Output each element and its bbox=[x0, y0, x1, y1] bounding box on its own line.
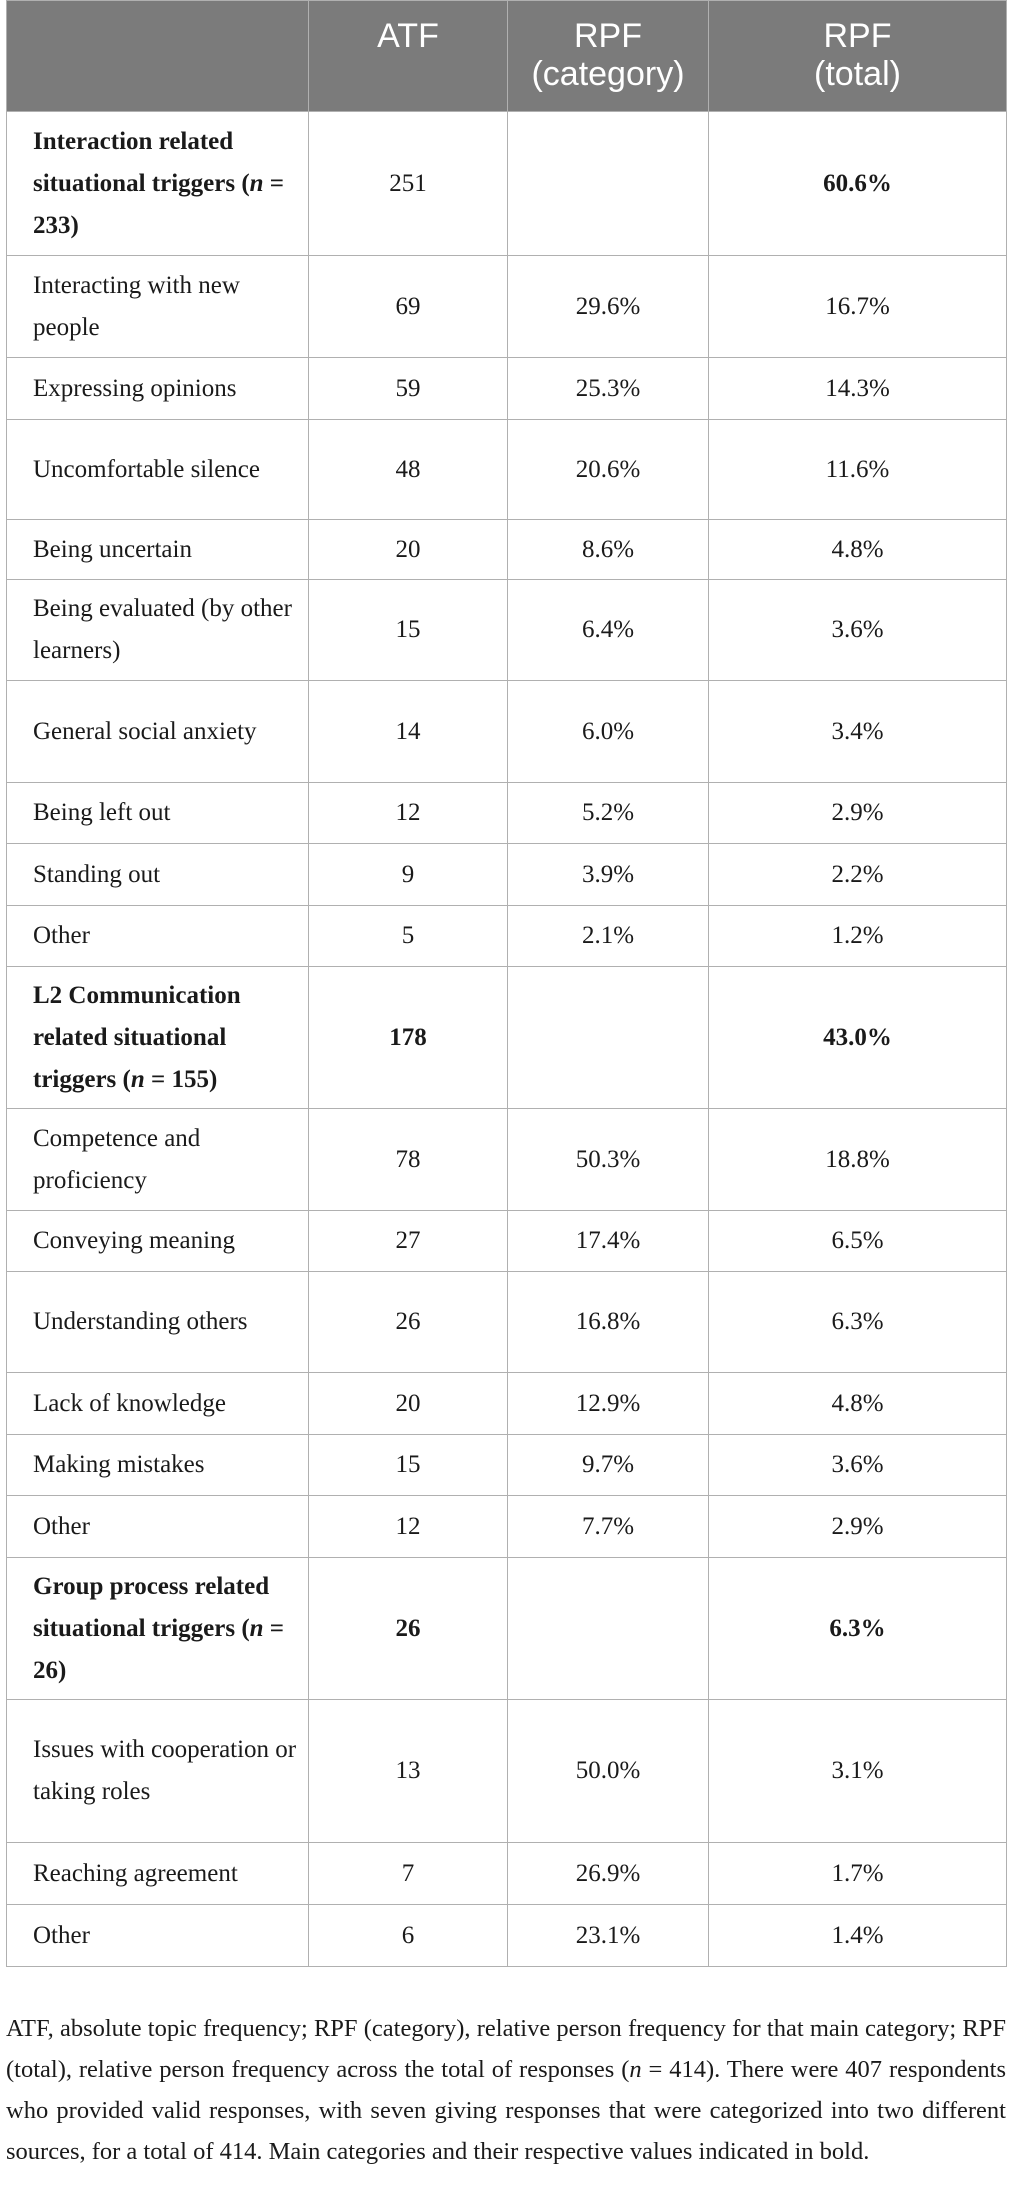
rpf-category-cell: 26.9% bbox=[508, 1843, 709, 1905]
rpf-total-cell: 14.3% bbox=[709, 358, 1007, 420]
row-label: Conveying meaning bbox=[7, 1211, 309, 1272]
rpf-total-cell: 1.2% bbox=[709, 906, 1007, 967]
header-rpf-category: RPF (category) bbox=[508, 1, 709, 112]
table-row bbox=[7, 358, 1007, 420]
rpf-category-cell: 23.1% bbox=[508, 1905, 709, 1967]
category-label-n: n bbox=[249, 1614, 264, 1642]
rpf-total-cell: 6.3% bbox=[709, 1558, 1007, 1700]
table-row bbox=[7, 1109, 1007, 1211]
rpf-total-cell: 1.4% bbox=[709, 1905, 1007, 1967]
atf-cell: 48 bbox=[309, 420, 508, 520]
atf-cell: 69 bbox=[309, 256, 508, 358]
row-label: Interacting with new people bbox=[7, 256, 309, 358]
category-label-count: = 26) bbox=[33, 1614, 285, 1684]
rpf-total-cell: 6.5% bbox=[709, 1211, 1007, 1272]
category-row bbox=[7, 112, 1007, 256]
category-row bbox=[7, 967, 1007, 1109]
table-row bbox=[7, 1435, 1007, 1496]
rpf-total-cell: 3.6% bbox=[709, 1435, 1007, 1496]
row-label: Understanding others bbox=[7, 1272, 309, 1373]
row-label: Issues with cooperation or taking roles bbox=[7, 1700, 309, 1843]
row-label: Being uncertain bbox=[7, 520, 309, 580]
table-row bbox=[7, 580, 1007, 681]
header-atf: ATF bbox=[309, 1, 508, 112]
rpf-total-cell: 3.4% bbox=[709, 681, 1007, 783]
rpf-total-cell: 4.8% bbox=[709, 520, 1007, 580]
row-label: Other bbox=[7, 1496, 309, 1558]
rpf-total-cell: 2.9% bbox=[709, 783, 1007, 844]
rpf-category-cell bbox=[508, 967, 709, 1109]
table-row bbox=[7, 520, 1007, 580]
atf-cell: 59 bbox=[309, 358, 508, 420]
atf-cell: 26 bbox=[309, 1558, 508, 1700]
table-row bbox=[7, 1373, 1007, 1435]
table-row bbox=[7, 256, 1007, 358]
rpf-category-cell bbox=[508, 1558, 709, 1700]
rpf-category-cell: 5.2% bbox=[508, 783, 709, 844]
rpf-category-cell: 9.7% bbox=[508, 1435, 709, 1496]
rpf-category-cell: 2.1% bbox=[508, 906, 709, 967]
rpf-total-cell: 1.7% bbox=[709, 1843, 1007, 1905]
rpf-total-cell: 2.2% bbox=[709, 844, 1007, 906]
category-label-count: = 155) bbox=[144, 1065, 218, 1093]
row-label: Being evaluated (by other learners) bbox=[7, 580, 309, 681]
atf-cell: 27 bbox=[309, 1211, 508, 1272]
atf-cell: 5 bbox=[309, 906, 508, 967]
rpf-category-cell: 16.8% bbox=[508, 1272, 709, 1373]
category-row bbox=[7, 1558, 1007, 1700]
category-label-n: n bbox=[249, 169, 264, 197]
atf-cell: 15 bbox=[309, 1435, 508, 1496]
footnote-text-1: ATF, absolute topic frequency; RPF (category), relative person frequency for that main category; RPF (total), relative person frequency across the total of responses ( bbox=[6, 2015, 1006, 2083]
table-row bbox=[7, 420, 1007, 520]
row-label: Other bbox=[7, 1905, 309, 1967]
table-row bbox=[7, 906, 1007, 967]
rpf-total-cell: 2.9% bbox=[709, 1496, 1007, 1558]
atf-cell: 20 bbox=[309, 1373, 508, 1435]
rpf-category-cell: 25.3% bbox=[508, 358, 709, 420]
rpf-total-cell: 43.0% bbox=[709, 967, 1007, 1109]
rpf-total-cell: 16.7% bbox=[709, 256, 1007, 358]
table-row bbox=[7, 1700, 1007, 1843]
category-label bbox=[7, 112, 309, 256]
category-label-text: Interaction related situational triggers ( bbox=[33, 127, 250, 197]
atf-cell: 15 bbox=[309, 580, 508, 681]
rpf-total-cell: 3.6% bbox=[709, 580, 1007, 681]
atf-cell: 9 bbox=[309, 844, 508, 906]
rpf-category-cell: 50.3% bbox=[508, 1109, 709, 1211]
row-label: Standing out bbox=[7, 844, 309, 906]
rpf-category-cell: 6.0% bbox=[508, 681, 709, 783]
rpf-category-cell: 3.9% bbox=[508, 844, 709, 906]
atf-cell: 12 bbox=[309, 1496, 508, 1558]
atf-cell: 251 bbox=[309, 112, 508, 256]
table-row bbox=[7, 844, 1007, 906]
category-label-text: L2 Communication related situational triggers ( bbox=[33, 981, 241, 1093]
header-rpf-total: RPF (total) bbox=[709, 1, 1007, 112]
table-header bbox=[7, 1, 1007, 112]
table-footnote bbox=[6, 2008, 1006, 2172]
row-label: Being left out bbox=[7, 783, 309, 844]
rpf-category-cell: 29.6% bbox=[508, 256, 709, 358]
rpf-category-cell: 7.7% bbox=[508, 1496, 709, 1558]
table-row bbox=[7, 681, 1007, 783]
atf-cell: 7 bbox=[309, 1843, 508, 1905]
header-empty-cell bbox=[7, 1, 309, 112]
table-row bbox=[7, 1272, 1007, 1373]
table-row bbox=[7, 783, 1007, 844]
rpf-total-cell: 11.6% bbox=[709, 420, 1007, 520]
atf-cell: 6 bbox=[309, 1905, 508, 1967]
rpf-total-cell: 3.1% bbox=[709, 1700, 1007, 1843]
row-label: Other bbox=[7, 906, 309, 967]
row-label: Expressing opinions bbox=[7, 358, 309, 420]
rpf-total-cell: 4.8% bbox=[709, 1373, 1007, 1435]
row-label: Uncomfortable silence bbox=[7, 420, 309, 520]
rpf-category-cell bbox=[508, 112, 709, 256]
footnote-text-2: = 414). There were 407 respondents who provided valid responses, with seven giving responses that were categorized into two different sources, for a total of 414. Main categories and their respective values indicated in bold. bbox=[6, 2056, 1006, 2165]
table-row bbox=[7, 1496, 1007, 1558]
table-row bbox=[7, 1905, 1007, 1967]
table-row bbox=[7, 1843, 1007, 1905]
rpf-category-cell: 8.6% bbox=[508, 520, 709, 580]
rpf-category-cell: 17.4% bbox=[508, 1211, 709, 1272]
rpf-total-cell: 18.8% bbox=[709, 1109, 1007, 1211]
rpf-category-cell: 12.9% bbox=[508, 1373, 709, 1435]
header-row bbox=[7, 1, 1007, 112]
atf-cell: 78 bbox=[309, 1109, 508, 1211]
row-label: General social anxiety bbox=[7, 681, 309, 783]
atf-cell: 12 bbox=[309, 783, 508, 844]
footnote-n: n bbox=[629, 2056, 642, 2083]
rpf-category-cell: 6.4% bbox=[508, 580, 709, 681]
category-label-text: Group process related situational triggers ( bbox=[33, 1572, 270, 1642]
table-row bbox=[7, 1211, 1007, 1272]
table-body bbox=[7, 112, 1007, 1967]
category-label-count: = 233) bbox=[33, 169, 285, 239]
atf-cell: 13 bbox=[309, 1700, 508, 1843]
row-label: Making mistakes bbox=[7, 1435, 309, 1496]
row-label: Reaching agreement bbox=[7, 1843, 309, 1905]
rpf-category-cell: 20.6% bbox=[508, 420, 709, 520]
frequency-table bbox=[6, 0, 1007, 1967]
atf-cell: 20 bbox=[309, 520, 508, 580]
atf-cell: 178 bbox=[309, 967, 508, 1109]
rpf-total-cell: 60.6% bbox=[709, 112, 1007, 256]
row-label: Lack of knowledge bbox=[7, 1373, 309, 1435]
category-label-n: n bbox=[130, 1065, 145, 1093]
category-label bbox=[7, 1558, 309, 1700]
rpf-total-cell: 6.3% bbox=[709, 1272, 1007, 1373]
atf-cell: 14 bbox=[309, 681, 508, 783]
rpf-category-cell: 50.0% bbox=[508, 1700, 709, 1843]
category-label bbox=[7, 967, 309, 1109]
row-label: Competence and proficiency bbox=[7, 1109, 309, 1211]
atf-cell: 26 bbox=[309, 1272, 508, 1373]
